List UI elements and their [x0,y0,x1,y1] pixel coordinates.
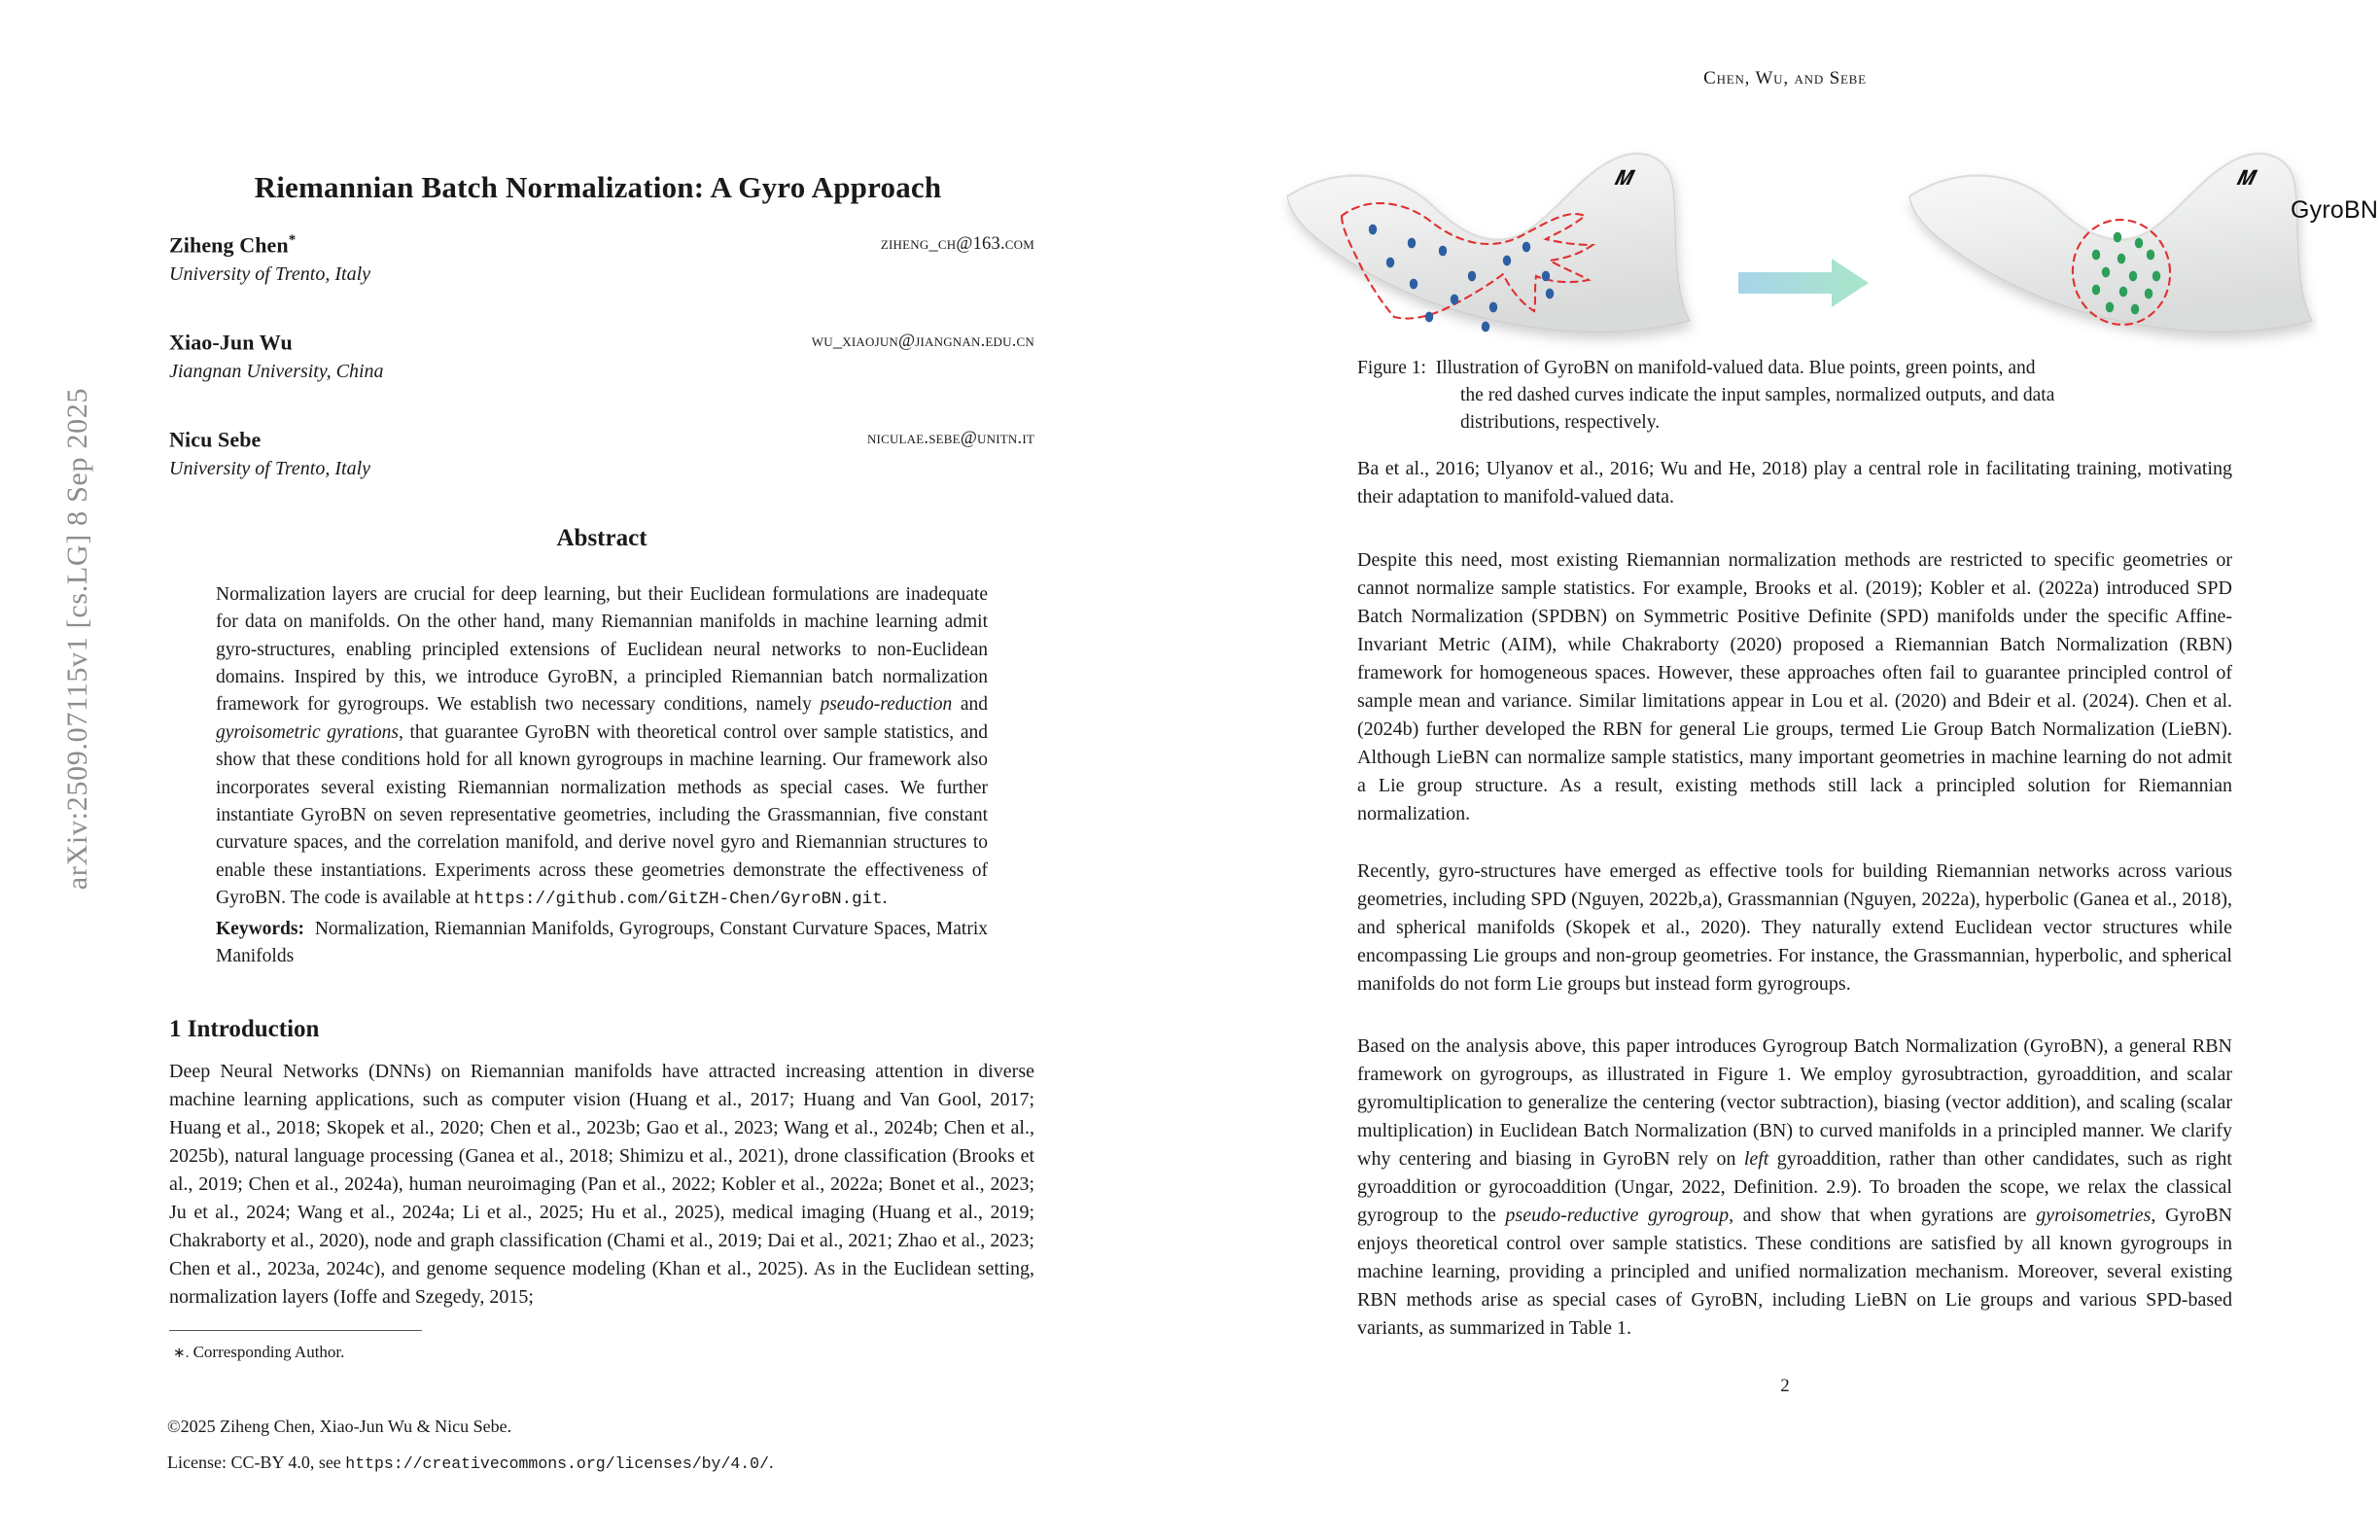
body-paragraph-3: Recently, gyro-structures have emerged as effective tools for building Riemannian networks across various geometries, including SPD (Nguyen, 2022b,a), Grassmannian (Nguyen, 2022a), hyperbolic (Ganea et al., 2018), and spherical manifolds (Skopek et al., 2020). They naturally extend Euclidean vector structures while encompassing Lie groups and non-group geometries. For instance, the Grassmannian, hyperbolic, and spherical manifolds do not form Lie groups but instead form gyrogroups. [1357,860,2232,995]
author-name-text: Nicu Sebe [169,427,262,452]
footnote [173,1341,344,1364]
author-name-text: Ziheng Chen [169,232,289,258]
page-title: Riemannian Batch Normalization: A Gyro Approach [254,170,942,204]
author-entry [169,231,1034,288]
para4-segment-2: gyroaddition, rather than other candidates, such as right gyroaddition or gyrocoaddition (Ungar, 2022, Definition. 2.9). To broaden the scope, we relax the classical gyrogroup to the [1357,1148,2232,1226]
para4-emphasis-gyroisometries: gyroisometries [2036,1205,2152,1226]
gyrobn-arrow-label: GyroBN [2291,196,2379,224]
manifold-diagram-svg [1258,136,2318,350]
author-email[interactable]: niculae.sebe@unitn.it [866,428,1034,448]
author-list [169,231,1034,523]
abstract-segment-2: and [952,694,988,716]
author-affiliation: University of Trento, Italy [169,262,371,285]
keywords-line [216,916,988,971]
section-heading-introduction: 1 Introduction [169,1016,320,1042]
abstract-text [216,581,988,912]
figure-caption-line-3: distributions, respectively. [1460,411,1661,433]
author-entry [169,329,1034,385]
figure-caption-line-1: Illustration of GyroBN on manifold-valued data. Blue points, green points, and [1435,358,2036,378]
author-entry [169,426,1034,482]
manifold-symbol-right: 𝑴 [2236,166,2255,190]
arxiv-identifier-stamp: arXiv:2509.07115v1 [cs.LG] 8 Sep 2025 [61,387,93,891]
license-notice [167,1452,773,1473]
abstract-segment-end: . [882,887,888,908]
body-paragraph-1: Ba et al., 2016; Ulyanov et al., 2016; Wu and He, 2018) play a central role in facilitating training, motivating their adaptation to manifold-valued data. [1357,458,2232,508]
author-email[interactable]: wu_xiaojun@jiangnan.edu.cn [811,331,1034,351]
abstract-emphasis-gyroisometric-gyrations: gyroisometric gyrations [216,721,399,743]
copyright-notice: ©2025 Ziheng Chen, Xiao-Jun Wu & Nicu Sebe. [167,1417,512,1436]
abstract-segment-3: , that guarantee GyroBN with theoretical control over sample statistics, and show that these conditions hold for all known gyrogroups in machine learning. Our framework also incorporates several existing Riemannian normalization methods as special cases. We further instantiate GyroBN on seven representative geometries, including the Grassmannian, five constant curvature spaces, and the correlation manifold, and derive novel gyro and Riemannian structures to enable these instantiations. Experiments across these geometries demonstrate the effectiveness of GyroBN. The code is available at [216,721,988,908]
figure-caption-label: Figure 1: [1357,358,1426,378]
author-affiliation: Jiangnan University, China [169,360,384,382]
para4-segment-3: , and show that when gyrations are [1729,1205,2037,1226]
footnote-text: Corresponding Author. [189,1343,345,1361]
code-repository-link[interactable]: https://github.com/GitZH-Chen/GyroBN.git [473,889,883,909]
body-paragraph-4 [1357,1032,2232,1343]
page-number: 2 [1780,1376,1790,1396]
footnote-separator-rule [169,1330,422,1331]
para4-segment-4: , GyroBN enjoys theoretical control over sample statistics. These conditions are satisfied by all known gyrogroups in machine learning, providing a principled and unified normalization mechanism. Moreover, several existing RBN methods arise as special cases of GyroBN, including LieBN on Lie groups and various SPD-based variants, as summarized in Table 1. [1357,1205,2232,1339]
figure-caption [1357,355,2232,437]
abstract-heading: Abstract [556,525,648,551]
license-label: License: CC-BY 4.0, see [167,1452,346,1472]
keywords-label: Keywords: [216,919,304,939]
para4-emphasis-pseudo-reductive-gyrogroup: pseudo-reductive gyrogroup [1505,1205,1730,1226]
manifold-symbol-left: 𝑴 [1614,166,1632,190]
license-url[interactable]: https://creativecommons.org/licenses/by/4.0/ [345,1454,769,1473]
body-paragraph-2: Despite this need, most existing Riemannian normalization methods are restricted to specific geometries or cannot normalize sample statistics. For example, Brooks et al. (2019); Kobler et al. (2022a) introduced SPD Batch Normalization (SPDBN) on Symmetric Positive Definite (SPD) manifolds under the specific Affine-Invariant Metric (AIM), while Chakraborty (2020) proposed a Riemannian Batch Normalization (RBN) framework for homogeneous spaces. However, these approaches often fail to guarantee principled control of sample mean and variance. Similar limitations appear in Lou et al. (2020) and Bdeir et al. (2024). Chen et al. (2024b) further developed the RBN for general Lie groups, termed Lie Group Batch Normalization (LieBN). Although LieBN can normalize sample statistics, many important geometries in machine learning do not admit a Lie group structure. As a result, existing methods still lack a principled solution for Riemannian normalization. [1357,549,2232,824]
figure-1-illustration [1258,136,2318,350]
para4-emphasis-left: left [1743,1148,1769,1170]
license-end: . [768,1452,774,1472]
author-name-text: Xiao-Jun Wu [169,330,293,355]
author-affiliation: University of Trento, Italy [169,457,371,479]
author-email[interactable]: ziheng_ch@163.com [880,234,1034,254]
keywords-value: Normalization, Riemannian Manifolds, Gyrogroups, Constant Curvature Spaces, Matrix Manifolds [216,919,988,967]
abstract-emphasis-pseudo-reduction: pseudo-reduction [820,694,953,716]
corresponding-author-marker: * [288,232,297,248]
right-page [1190,0,2380,1540]
running-header: Chen, Wu, and Sebe [1703,68,1867,88]
figure-caption-line-2: the red dashed curves indicate the input samples, normalized outputs, and data [1460,384,2055,405]
abstract-segment-1: Normalization layers are crucial for deep learning, but their Euclidean formulations are inadequate for data on manifolds. On the other hand, many Riemannian manifolds in machine learning admit gyro-structures, enabling principled extensions of Euclidean neural networks to non-Euclidean domains. Inspired by this, we introduce GyroBN, a principled Riemannian batch normalization framework for gyrogroups. We establish two necessary conditions, namely [216,584,988,716]
gyrobn-transform-arrow [1738,259,1869,307]
introduction-paragraph: Deep Neural Networks (DNNs) on Riemannian manifolds have attracted increasing attention in diverse machine learning applications, such as computer vision (Huang et al., 2017; Huang and Van Gool, 2017; Huang et al., 2018; Skopek et al., 2020; Chen et al., 2023b; Gao et al., 2023; Wang et al., 2024b; Chen et al., 2025b), natural language processing (Ganea et al., 2018; Shimizu et al., 2021), drone classification (Brooks et al., 2019; Chen et al., 2024a), human neuroimaging (Pan et al., 2022; Kobler et al., 2022a; Bonet et al., 2023; Ju et al., 2024; Wang et al., 2024a; Li et al., 2025; Hu et al., 2025), medical imaging (Huang et al., 2019; Chakraborty et al., 2020), node and graph classification (Chami et al., 2019; Dai et al., 2021; Zhao et al., 2023; Chen et al., 2023a, 2024c), and genome sequence modeling (Khan et al., 2025). As in the Euclidean setting, normalization layers (Ioffe and Szegedy, 2015; [169,1061,1034,1308]
footnote-marker: ∗. [173,1346,190,1361]
para4-segment-1: Based on the analysis above, this paper introduces Gyrogroup Batch Normalization (GyroBN), a general RBN framework on gyrogroups, as illustrated in Figure 1. We employ gyrosubtraction, gyroaddition, and scalar gyromultiplication to generalize the centering (vector subtraction), biasing (vector addition), and scaling (scalar multiplication) in Euclidean Batch Normalization (BN) to curved manifolds in a principled manner. We clarify why centering and biasing in GyroBN rely on [1357,1035,2232,1170]
